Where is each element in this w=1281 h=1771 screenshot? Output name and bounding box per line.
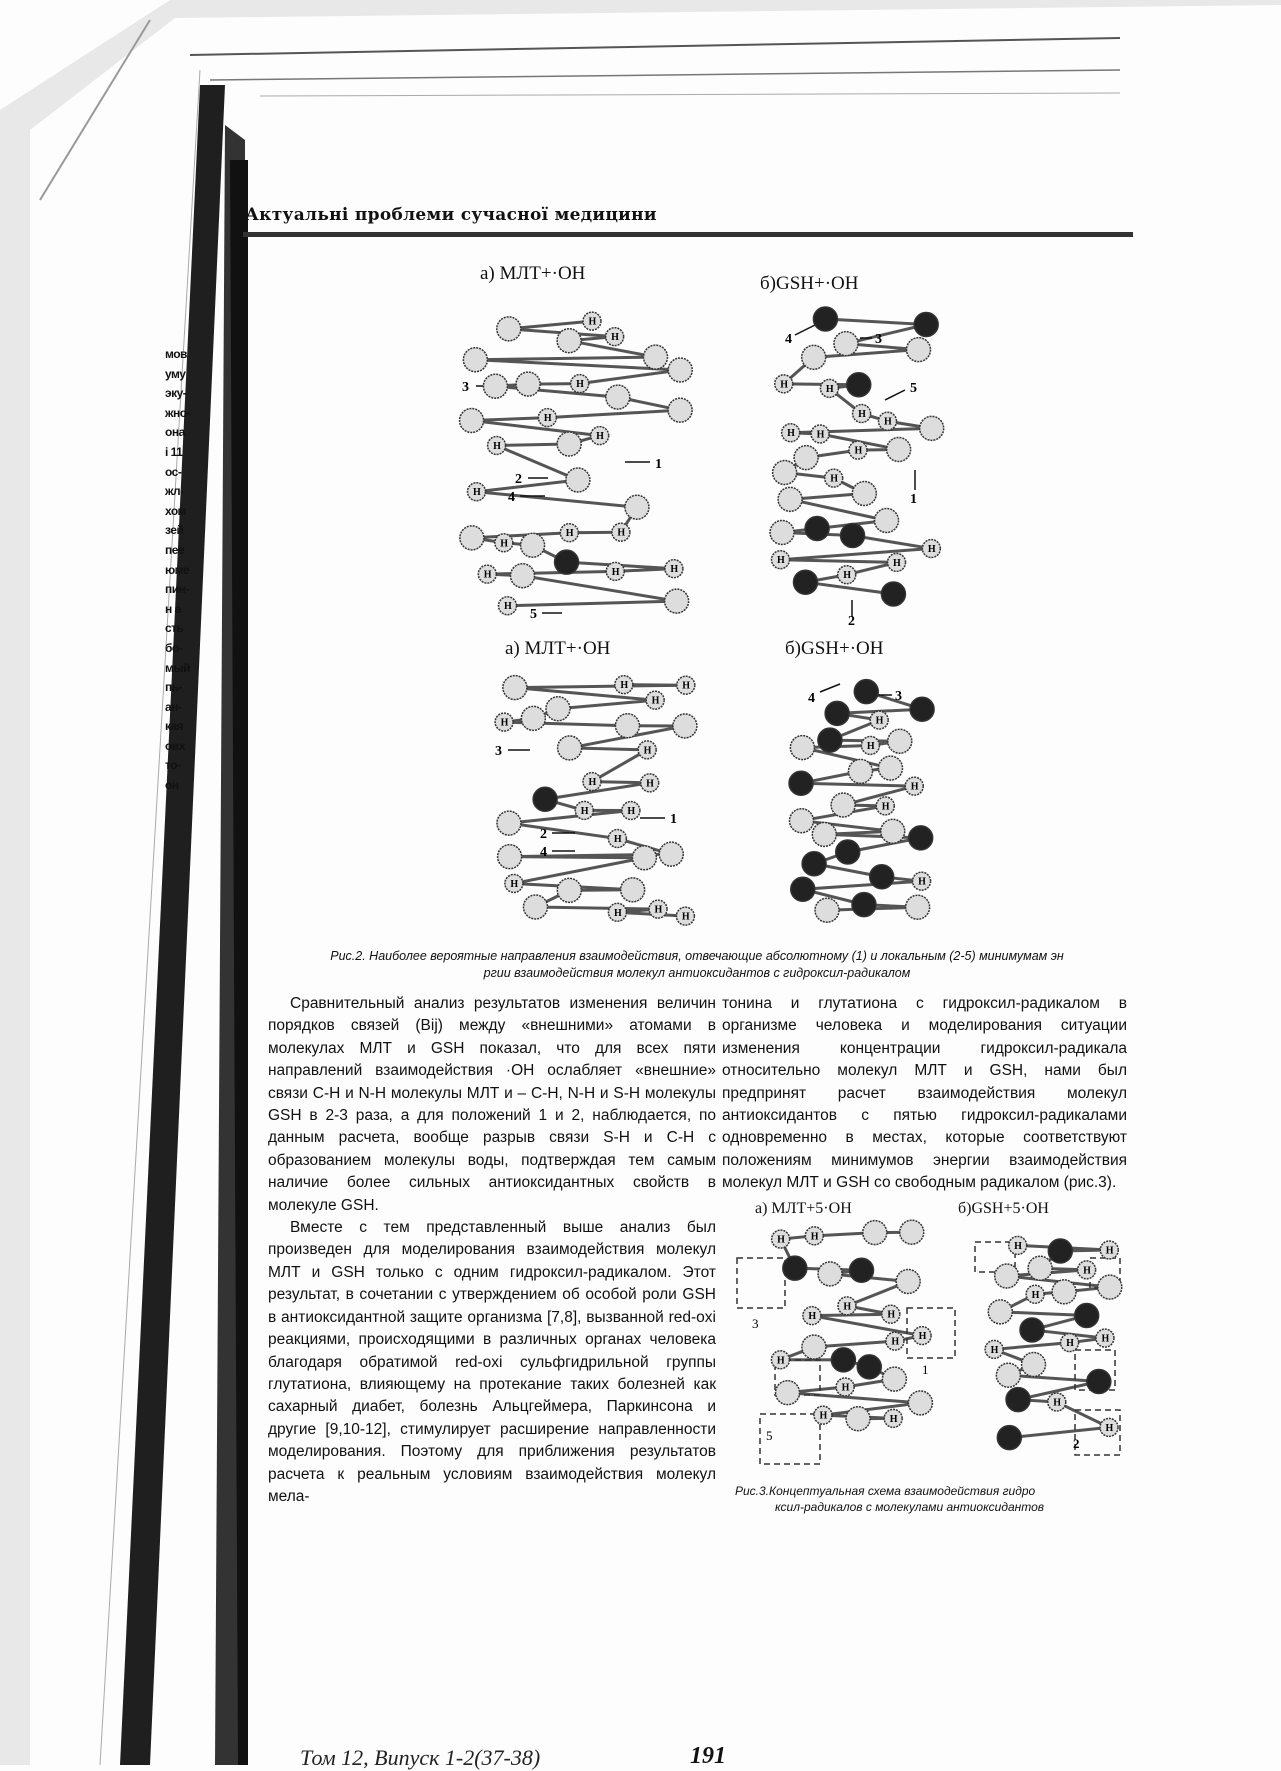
carbon-atom [834,332,858,356]
carbon-atom [557,878,581,902]
paragraph: Сравнительный анализ результатов изменения величин порядков связей (Bij) между «внешними» атомами в молекулах МЛТ и GSH показал, что для всех пяти направлений взаимодействия ·ОН ослабляет «внешние» связи С-Н и N-Н молекулы МЛТ и – С-Н, N-Н и S-Н молекулы GSH в 2-3 раза, а для положений 1 и 2, наблюдается, по данным расчета, вообще разрыв связи S-Н и С-Н с образованием молекулы воды, подтверждая тем самым наличие более сильных антиоксидантных свойств в молекуле GSH. [268,993,716,1217]
oxygen-atom [881,582,905,606]
margin-fragment: н а [165,600,205,620]
atom-label-h: H [500,538,508,549]
atom-label-h: H [614,908,622,919]
carbon-atom [659,842,683,866]
fig3-caption-line1: Рис.3.Концептуальная схема взаимодействия гидро [735,1484,1135,1498]
carbon-atom [557,329,581,353]
atom-label-h: H [1032,1290,1040,1301]
atom-label-h: H [928,544,936,555]
carbon-atom [632,846,656,870]
atom-label-h: H [887,1310,895,1321]
oxygen-atom [1020,1318,1044,1342]
atom-label-h: H [876,716,884,727]
fig2-caption-line2: ргии взаимодействия молекул антиоксидантов с гидроксил-радикалом [262,965,1132,982]
atom-label-h: H [1083,1265,1091,1276]
atom-label-h: H [891,1337,899,1348]
margin-fragment: мый [165,659,205,679]
carbon-atom [794,446,818,470]
bond [558,700,655,709]
carbon-atom [848,759,872,783]
journal-header-title: Актуальні проблеми сучасної медицини [245,205,657,225]
carbon-atom [621,878,645,902]
oxygen-atom [825,701,849,725]
atom-label-h: H [670,564,678,575]
carbon-atom [644,345,668,369]
atom-label-h: H [911,782,919,793]
carbon-atom [546,697,570,721]
bond [824,834,920,837]
atom-label-h: H [918,877,926,888]
bond [515,685,686,687]
oxygen-atom [850,1258,874,1282]
oxygen-atom [805,516,829,540]
carbon-atom [673,714,697,738]
atom-label-h: H [893,558,901,569]
atom-label-h: H [544,413,552,424]
fig2b-arrow-label: 3 [875,332,882,347]
bond [814,350,919,358]
carbon-atom [920,416,944,440]
atom-label-h: H [612,567,620,578]
oxygen-atom [1048,1239,1072,1263]
carbon-atom [906,895,930,919]
fig2b-arrow-label: 2 [848,614,855,629]
atom-label-h: H [777,1355,785,1366]
carbon-atom [1022,1352,1046,1376]
atom-label-h: H [1101,1334,1109,1345]
bond [825,319,926,324]
bond [509,823,617,838]
fig2d-arrow [820,684,840,692]
atom-label-h: H [819,1411,827,1422]
fig2c-arrow-label: 1 [670,812,677,827]
atom-label-h: H [581,806,589,817]
bond [495,386,617,397]
margin-fragment: овх [165,737,205,757]
carbon-atom [503,676,527,700]
margin-fragment: пин- [165,580,205,600]
oxygen-atom [997,1426,1021,1450]
carbon-atom [887,437,911,461]
atom-label-h: H [919,1331,927,1342]
fig2b-arrow [795,325,815,335]
left-margin-fragments [165,345,205,796]
atom-label-h: H [842,1382,850,1393]
oxygen-atom [841,524,865,548]
atom-label-h: H [588,317,596,328]
atom-label-h: H [504,601,512,612]
oxygen-atom [1087,1370,1111,1394]
fig2d-arrow-label: 4 [808,691,815,706]
fig2b-arrow-label: 5 [910,381,917,396]
fig2a-arrow-label: 3 [462,380,469,395]
margin-fragment: пь- [165,678,205,698]
oxygen-atom [870,865,894,889]
atom-label-h: H [1014,1241,1022,1252]
carbon-atom [557,432,581,456]
fig3a-box-number: 3 [752,1316,759,1331]
atom-label-h: H [588,777,596,788]
carbon-atom [908,1391,932,1415]
margin-fragment: то- [165,756,205,776]
bond [1008,1375,1098,1381]
fig3a-box-number: 1 [922,1362,929,1377]
atom-label-h: H [811,1231,819,1242]
margin-fragment: жл- [165,482,205,502]
carbon-atom [778,487,802,511]
carbon-atom [773,461,797,485]
atom-label-h: H [817,429,825,440]
carbon-atom [483,374,507,398]
fig2-panel-a-label: а) МЛТ+·OH [480,263,585,285]
atom-label-h: H [501,718,509,729]
fig2b-arrow-label: 1 [910,492,917,507]
atom-label-h: H [646,778,654,789]
bond [475,357,655,360]
carbon-atom [1098,1275,1122,1299]
fig2a-arrow-label: 2 [515,472,522,487]
carbon-atom [888,729,912,753]
carbon-atom [606,385,630,409]
atom-label-h: H [655,905,663,916]
bond [514,858,645,884]
margin-fragment: ос- [165,463,205,483]
footer-issue: Том 12, Випуск 1-2(37-38) [300,1745,540,1771]
atom-label-h: H [1106,1423,1114,1434]
carbon-atom [852,482,876,506]
bond [823,1403,920,1415]
atom-label-h: H [614,834,622,845]
atom-label-h: H [858,409,866,420]
fig2a-arrow-label: 1 [655,457,662,472]
atom-label-h: H [596,431,604,442]
margin-fragment: пее [165,541,205,561]
bond [472,420,600,435]
atom-label-h: H [1106,1245,1114,1256]
bond [812,1316,922,1336]
margin-fragment: сть [165,619,205,639]
paragraph: тонина и глутатиона с гидроксил-радикалом в организме человека и моделирования ситуации изменения концентрации гидроксил-радикала относительно молекул МЛТ и GSH, нами был предпринят расчет взаимодействия молекул антиоксидантов с пятью гидроксил-радикалами одновременно в местах, которые соответствуют положениям минимумов энергии взаимодействия молекул МЛТ и GSH со свободным радикалом (рис.3). [722,993,1127,1195]
fig2-caption-line1: Рис.2. Наиболее вероятные направления взаимодействия, отвечающие абсолютному (1) и локальным (2-5) минимумам эн [262,948,1132,965]
atom-label-h: H [843,1301,851,1312]
bond [507,601,676,606]
carbon-atom [558,736,582,760]
oxygen-atom [914,313,938,337]
atom-label-h: H [867,741,875,752]
paragraph: Вместе с тем представленный выше анализ был произведен для моделирования взаимодействия молекул МЛТ и GSH только с одним гидроксил-радикалом. Этот результат, в сочетании с утверждением об особой роли GSH в антиоксидантной защите организма [7,8], вызванной red-oxi реакциями, происходящими в различных органах человека благодаря обратимой red-oxi сульфгидрильной группы глутатиона, влияющему на протекание таких болезней как сахарный диабет, болезнь Альцгеймера, Паркинсона и другие [9,10-12], стимулирует расширение направленности моделирования. Поэтому для приближения результатов расчета к реальным условиям взаимодействия молекул мела- [268,1217,716,1508]
atom-label-h: H [991,1345,999,1356]
atom-label-h: H [473,487,481,498]
atom-label-h: H [826,384,834,395]
carbon-atom [668,398,692,422]
atom-label-h: H [682,912,690,923]
atom-label-h: H [682,681,690,692]
atom-label-h: H [652,696,660,707]
atom-label-h: H [484,570,492,581]
carbon-atom [875,508,899,532]
fig3a-box-number: 5 [766,1428,773,1443]
carbon-atom [511,564,535,588]
atom-label-h: H [493,441,501,452]
oxygen-atom [1006,1388,1030,1412]
fig3-panel-a-label: а) МЛТ+5·OH [755,1200,852,1218]
atom-label-h: H [854,446,862,457]
carbon-atom [790,736,814,760]
bond [805,582,893,594]
carbon-atom [668,358,692,382]
carbon-atom [1052,1280,1076,1304]
bond [515,688,655,701]
fig2-panel-b-label: б)GSH+·OH [760,273,859,295]
atom-label-h: H [787,428,795,439]
carbon-atom [770,520,794,544]
margin-fragment: мов [165,345,205,365]
atom-label-h: H [780,379,788,390]
carbon-atom [818,1262,842,1286]
carbon-atom [460,526,484,550]
margin-fragment: бо- [165,639,205,659]
margin-fragment: эку- [165,384,205,404]
oxygen-atom [555,550,579,574]
oxygen-atom [791,877,815,901]
carbon-atom [497,317,521,341]
atom-label-h: H [882,801,890,812]
bond [510,857,645,858]
carbon-atom [497,811,521,835]
atom-label-h: H [777,555,785,566]
atom-label-h: H [620,680,628,691]
atom-label-h: H [1066,1338,1074,1349]
margin-fragment: она [165,423,205,443]
margin-fragment: жно- [165,404,205,424]
atom-label-h: H [884,417,892,428]
bond [788,1393,921,1403]
margin-fragment: уму [165,365,205,385]
atom-label-h: H [644,745,652,756]
carbon-atom [521,533,545,557]
fig2c-arrow-label: 4 [540,845,547,860]
margin-fragment: і 11 [165,443,205,463]
carbon-atom [881,819,905,843]
atom-label-h: H [843,570,851,581]
bond [535,907,658,909]
carbon-atom [521,706,545,730]
bond [472,533,569,538]
atom-label-h: H [627,806,635,817]
atom-label-h: H [808,1311,816,1322]
margin-fragment: юме [165,561,205,581]
fig2c-arrow-label: 2 [540,827,547,842]
atom-label-h: H [830,474,838,485]
fig3b-box-number: 2 [1073,1436,1080,1451]
bond [780,549,931,560]
fig2-panel-d-label: б)GSH+·OH [785,638,884,660]
margin-fragment: он [165,776,205,796]
carbon-atom [878,756,902,780]
carbon-atom [790,809,814,833]
page-number: 191 [690,1743,726,1770]
carbon-atom [863,1221,887,1245]
bond [780,560,896,563]
carbon-atom [802,1335,826,1359]
bond [994,1343,1069,1350]
fig2-panel-c-label: а) МЛТ+·OH [505,638,610,660]
margin-fragment: хом [165,502,205,522]
atom-label-h: H [576,379,584,390]
carbon-atom [498,845,522,869]
carbon-atom [907,338,931,362]
atom-label-h: H [777,1235,785,1246]
atom-label-h: H [566,528,574,539]
carbon-atom [882,1367,906,1391]
oxygen-atom [783,1256,807,1280]
oxygen-atom [818,728,842,752]
dashed-box [737,1258,785,1308]
margin-fragment: ан- [165,698,205,718]
bond [580,370,681,384]
oxygen-atom [847,373,871,397]
carbon-atom [846,1407,870,1431]
body-right-column [722,993,1127,1195]
fig3-caption-line2: ксил-радикалов с молекулами антиоксидантов [775,1500,1135,1514]
oxygen-atom [836,840,860,864]
carbon-atom [988,1300,1012,1324]
bond [523,576,677,601]
bond [476,480,577,492]
bond [803,881,922,889]
fig2a-arrow-label: 4 [508,490,515,505]
carbon-atom [802,345,826,369]
fig2b-arrow [885,390,905,400]
bond [509,811,631,824]
carbon-atom [995,1264,1019,1288]
atom-label-h: H [611,332,619,343]
fig3-panel-b-label: б)GSH+5·OH [958,1200,1049,1218]
bond [1009,1427,1109,1437]
carbon-atom [900,1220,924,1244]
carbon-atom [776,1381,800,1405]
oxygen-atom [854,680,878,704]
margin-fragment: зей [165,521,205,541]
oxygen-atom [1075,1303,1099,1327]
header-rule [243,232,1133,237]
carbon-atom [523,895,547,919]
carbon-atom [460,408,484,432]
oxygen-atom [909,826,933,850]
bond [476,492,636,508]
carbon-atom [896,1270,920,1294]
atom-label-h: H [890,1414,898,1425]
carbon-atom [566,468,590,492]
fig2b-arrow-label: 4 [785,332,792,347]
atom-label-h: H [510,879,518,890]
carbon-atom [831,793,855,817]
oxygen-atom [813,307,837,331]
carbon-atom [815,898,839,922]
bond [1000,1312,1086,1316]
oxygen-atom [802,852,826,876]
carbon-atom [615,714,639,738]
fig2a-arrow-label: 5 [530,607,537,622]
bond [547,410,680,417]
carbon-atom [1028,1256,1052,1280]
carbon-atom [996,1363,1020,1387]
carbon-atom [625,495,649,519]
atom-label-h: H [1053,1398,1061,1409]
oxygen-atom [789,771,813,795]
fig2d-arrow-label: 3 [895,689,902,704]
oxygen-atom [852,893,876,917]
oxygen-atom [857,1355,881,1379]
fig2c-arrow-label: 3 [495,744,502,759]
carbon-atom [463,348,487,372]
carbon-atom [516,372,540,396]
body-left-column [268,993,716,1508]
oxygen-atom [533,787,557,811]
carbon-atom [812,822,836,846]
oxygen-atom [831,1348,855,1372]
margin-fragment: кая [165,717,205,737]
oxygen-atom [910,697,934,721]
oxygen-atom [793,570,817,594]
atom-label-h: H [617,528,625,539]
carbon-atom [665,589,689,613]
